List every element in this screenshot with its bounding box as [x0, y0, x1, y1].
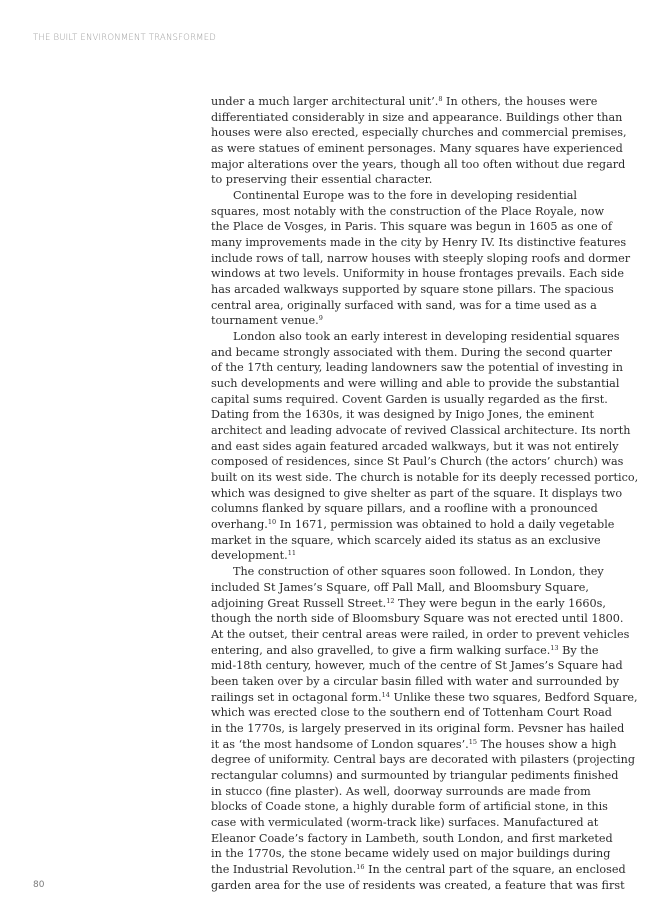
line-text: as were statues of eminent personages. Many squares have experienced	[211, 142, 623, 156]
text-line	[211, 392, 606, 408]
line-text: entering, and also gravelled, to give a firm walking surface.	[211, 643, 551, 657]
line-text: houses were also erected, especially churches and commercial premises,	[211, 126, 627, 140]
line-text: adjoining Great Russell Street.	[211, 596, 387, 610]
text-line	[211, 580, 606, 596]
line-text: in the 1770s, is largely preserved in its original form. Pevsner has hailed	[211, 721, 625, 735]
footnote-marker: 13	[550, 643, 559, 652]
line-text: development.	[211, 549, 288, 563]
line-text: has arcaded walkways supported by square stone pillars. The spacious	[211, 283, 614, 297]
line-text: under a much larger architectural unit’.	[211, 95, 439, 108]
line-text: degree of uniformity. Central bays are decorated with pilasters (projecting	[211, 753, 635, 767]
body-text	[211, 94, 639, 893]
line-text: the Place de Vosges, in Paris. This square was begun in 1605 as one of	[211, 220, 613, 234]
line-text: though the north side of Bloomsbury Square was not erected until 1800.	[211, 612, 624, 626]
line-text: many improvements made in the city by Henry IV. Its distinctive features	[211, 236, 627, 250]
text-line	[211, 219, 613, 235]
text-line	[211, 407, 606, 423]
text-line	[211, 846, 611, 862]
text-line	[211, 110, 623, 126]
line-text: Continental Europe was to the fore in developing residential	[233, 189, 577, 203]
page-number: 80	[33, 880, 45, 890]
line-text: blocks of Coade stone, a highly durable form of artificial stone, in this	[211, 800, 608, 814]
line-text: which was designed to give shelter as part of the square. It displays two	[211, 486, 623, 500]
footnote-marker: 14	[381, 690, 390, 699]
text-line	[211, 204, 606, 220]
text-line	[211, 439, 619, 455]
line-text-continued: By the	[558, 643, 599, 657]
line-text: built on its west side. The church is notable for its deeply recessed portico,	[211, 471, 639, 485]
line-text: in stucco (fine plaster). As well, doorway surrounds are made from	[211, 784, 591, 798]
line-text: At the outset, their central areas were railed, in order to prevent vehicles	[211, 627, 630, 641]
text-line	[211, 470, 639, 486]
text-line	[211, 486, 623, 502]
line-text: include rows of tall, narrow houses with steeply sloping roofs and dormer	[211, 251, 631, 265]
line-text-continued: In others, the houses were	[442, 95, 598, 108]
footnote-marker: 12	[386, 596, 395, 605]
line-text: to preserving their essential character.	[211, 173, 433, 187]
text-line	[211, 611, 624, 627]
text-line	[211, 721, 625, 737]
footnote-marker: 10	[267, 518, 277, 527]
line-text-continued: In 1671, permission was obtained to hold a daily vegetable	[276, 518, 615, 532]
line-text-continued: Unlike these two squares, Bedford Square,	[389, 690, 638, 704]
line-text: market in the square, which scarcely aided its status as an exclusive	[211, 533, 601, 547]
text-line	[211, 313, 606, 329]
text-line	[211, 596, 606, 612]
text-line	[211, 799, 606, 815]
text-line	[211, 548, 606, 564]
line-text: in the 1770s, the stone became widely used on major buildings during	[211, 847, 611, 861]
line-text: central area, originally surfaced with sand, was for a time used as a	[211, 298, 597, 312]
line-text: the Industrial Revolution.	[211, 862, 357, 876]
text-line	[211, 533, 606, 549]
line-text: railings set in octagonal form.	[211, 690, 382, 704]
footnote-marker: 9	[318, 314, 323, 323]
text-line	[211, 643, 606, 659]
text-line	[211, 188, 606, 204]
line-text: included St James’s Square, off Pall Mall, and Bloomsbury Square,	[211, 580, 589, 594]
line-text: architect and leading advocate of revived Classical architecture. Its north	[211, 424, 631, 438]
text-line	[211, 862, 626, 878]
line-text: differentiated considerably in size and appearance. Buildings other than	[211, 110, 623, 124]
text-line	[211, 627, 630, 643]
text-line	[211, 360, 624, 376]
line-text-continued: The houses show a high	[477, 737, 617, 751]
text-line	[211, 235, 627, 251]
line-text-continued: They were begun in the early 1660s,	[394, 596, 606, 610]
text-line	[211, 517, 615, 533]
line-text: tournament venue.	[211, 314, 319, 328]
line-text: which was erected close to the southern end of Tottenham Court Road	[211, 706, 612, 720]
line-text: it as ‘the most handsome of London squares’.	[211, 737, 469, 751]
line-text: and east sides again featured arcaded walkways, but it was not entirely	[211, 439, 619, 453]
line-text: major alterations over the years, though all too often without due regard	[211, 157, 626, 171]
text-line	[211, 266, 624, 282]
text-line	[211, 345, 612, 361]
text-line	[211, 815, 606, 831]
line-text: capital sums required. Covent Garden is usually regarded as the first.	[211, 392, 608, 406]
text-line	[211, 752, 635, 768]
text-line	[211, 690, 638, 706]
text-line	[211, 141, 623, 157]
text-line	[211, 501, 606, 517]
line-text: of the 17th century, leading landowners saw the potential of investing in	[211, 361, 624, 375]
line-text: been taken over by a circular basin filled with water and surrounded by	[211, 674, 620, 688]
footnote-marker: 16	[356, 862, 365, 871]
text-line	[211, 705, 612, 721]
line-text: Dating from the 1630s, it was designed by Inigo Jones, the eminent	[211, 408, 595, 422]
text-line	[211, 125, 627, 141]
text-line	[211, 878, 625, 894]
footnote-marker: 15	[468, 737, 478, 746]
text-line	[211, 674, 620, 690]
text-line	[211, 157, 626, 173]
line-text: such developments and were willing and able to provide the substantial	[211, 377, 620, 391]
text-line	[211, 737, 617, 753]
text-line	[211, 768, 619, 784]
text-line	[211, 298, 606, 314]
text-line	[211, 454, 624, 470]
line-text: case with vermiculated (worm-track like) surfaces. Manufactured at	[211, 815, 599, 829]
text-line	[211, 831, 613, 847]
text-line	[211, 658, 623, 674]
line-text: The construction of other squares soon followed. In London, they	[233, 565, 604, 579]
line-text: and became strongly associated with them. During the second quarter	[211, 345, 612, 359]
text-line	[211, 423, 631, 439]
text-line	[211, 329, 620, 345]
line-text: composed of residences, since St Paul’s Church (the actors’ church) was	[211, 455, 624, 469]
text-line	[211, 282, 614, 298]
text-line	[211, 94, 606, 110]
line-text: garden area for the use of residents was created, a feature that was first	[211, 878, 625, 892]
text-line	[211, 251, 631, 267]
line-text: columns flanked by square pillars, and a roofline with a pronounced	[211, 502, 598, 516]
footnote-marker: 11	[287, 549, 296, 558]
line-text: rectangular columns) and surmounted by triangular pediments finished	[211, 768, 619, 782]
line-text: London also took an early interest in developing residential squares	[233, 330, 620, 344]
line-text: squares, most notably with the construction of the Place Royale, now	[211, 204, 605, 218]
text-line	[211, 376, 620, 392]
line-text: windows at two levels. Uniformity in house frontages prevails. Each side	[211, 267, 624, 281]
text-line	[211, 172, 606, 188]
line-text: overhang.	[211, 518, 268, 532]
footnote-marker: 8	[438, 95, 443, 103]
line-text-continued: In the central part of the square, an enclosed	[364, 862, 626, 876]
text-line	[211, 564, 606, 580]
text-line	[211, 784, 606, 800]
line-text: Eleanor Coade’s factory in Lambeth, south London, and first marketed	[211, 831, 613, 845]
line-text: mid-18th century, however, much of the centre of St James’s Square had	[211, 659, 623, 673]
running-head: THE BUILT ENVIRONMENT TRANSFORMED	[33, 33, 217, 43]
